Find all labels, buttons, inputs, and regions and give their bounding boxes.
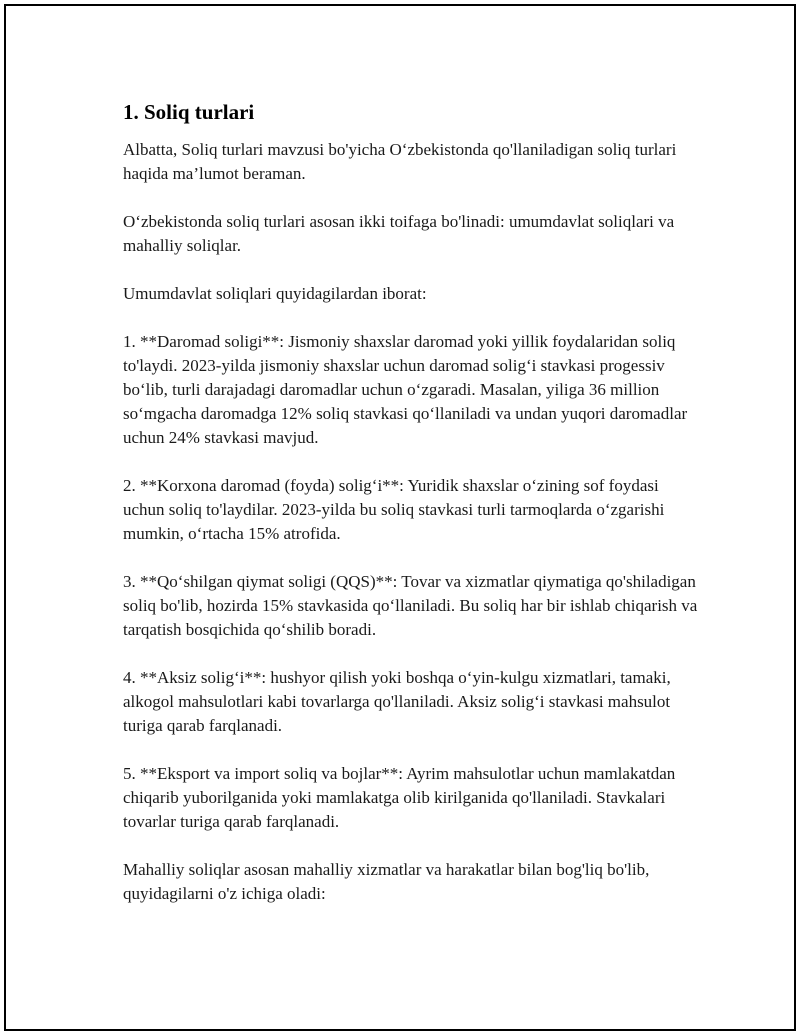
section-heading: 1. Soliq turlari xyxy=(123,100,255,124)
document-body xyxy=(123,98,703,906)
paragraph-intro: Albatta, Soliq turlari mavzusi bo'yicha O‘zbekistonda qo'llaniladigan soliq turlari haqida ma’lumot beraman. xyxy=(123,140,677,183)
paragraph-national-taxes-intro: Umumdavlat soliqlari quyidagilardan iborat: xyxy=(123,284,427,303)
list-item-corporate-tax: 2. **Korxona daromad (foyda) solig‘i**: Yuridik shaxslar o‘zining sof foydasi uchun soliq to'laydilar. 2023-yilda bu soliq stavkasi turli tarmoqlarda o‘zgarishi mumkin, o‘rtacha 15% atrofida. xyxy=(123,476,665,543)
list-item-excise-tax: 4. **Aksiz solig‘i**: hushyor qilish yoki boshqa o‘yin-kulgu xizmatlari, tamaki, alkogol mahsulotlari kabi tovarlarga qo'llaniladi. Aksiz solig‘i stavkasi mahsulot turiga qarab farqlanadi. xyxy=(123,668,671,735)
paragraph-local-taxes: Mahalliy soliqlar asosan mahalliy xizmatlar va harakatlar bilan bog'liq bo'lib, quyidagilarni o'z ichiga oladi: xyxy=(123,860,650,903)
paragraph-categories: O‘zbekistonda soliq turlari asosan ikki toifaga bo'linadi: umumdavlat soliqlari va mahalliy soliqlar. xyxy=(123,212,675,255)
list-item-customs-duties: 5. **Eksport va import soliq va bojlar**: Ayrim mahsulotlar uchun mamlakatdan chiqarib yuborilganida yoki mamlakatga olib kirilganida qo'llaniladi. Stavkalari tovarlar turiga qarab farqlanadi. xyxy=(123,764,676,831)
list-item-income-tax: 1. **Daromad soligi**: Jismoniy shaxslar daromad yoki yillik foydalaridan soliq to'laydi. 2023-yilda jismoniy shaxslar uchun daromad solig‘i stavkasi progessiv bo‘lib, turli darajadagi daromadlar uchun o‘zgaradi. Masalan, yiliga 36 million so‘mgacha daromadga 12% soliq stavkasi qo‘llaniladi va undan yuqori daromadlar uchun 24% stavkasi mavjud. xyxy=(123,332,688,447)
document-page xyxy=(4,4,796,1031)
list-item-vat: 3. **Qo‘shilgan qiymat soligi (QQS)**: Tovar va xizmatlar qiymatiga qo'shiladigan soliq bo'lib, hozirda 15% stavkasida qo‘llaniladi. Bu soliq har bir ishlab chiqarish va tarqatish bosqichida qo‘shilib boradi. xyxy=(123,572,698,639)
